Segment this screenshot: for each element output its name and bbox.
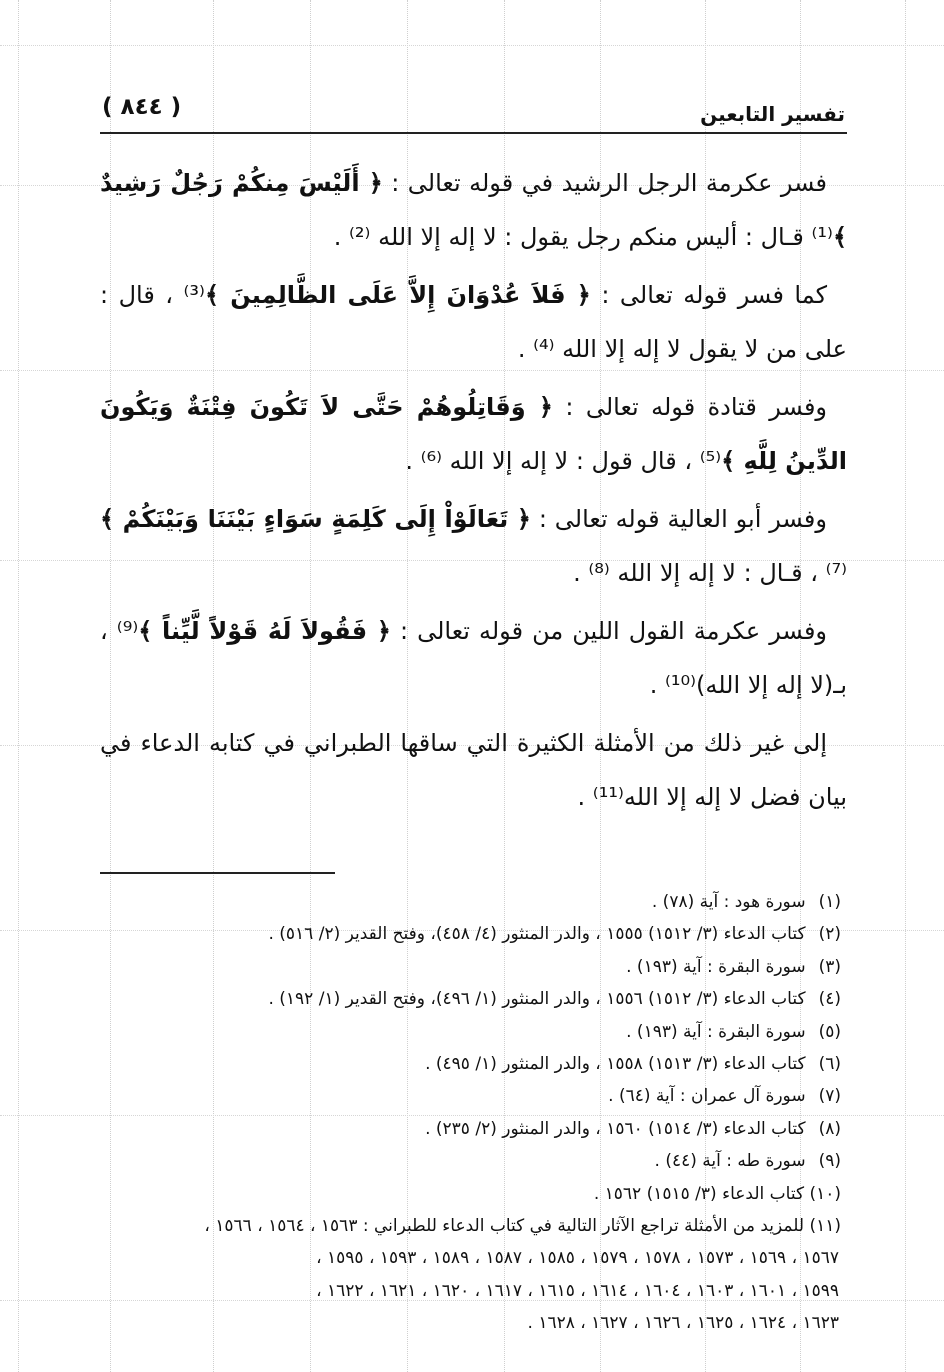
- quran-verse: ﴿ وَقَاتِلُوهُمْ حَتَّى لاَ تَكُونَ فِتْنَةٌ وَيَكُونَ الدِّينُ لِلَّهِ ﴾: [100, 393, 847, 475]
- footnote: (٨) كتاب الدعاء (٣/ ١٥١٤) ١٥٦٠ ، والدر المنثور (٢/ ٢٣٥) .: [425, 1118, 841, 1139]
- footnote-divider: [100, 872, 335, 874]
- footnote: (١٠) كتاب الدعاء (٣/ ١٥١٥) ١٥٦٢ .: [593, 1183, 841, 1204]
- footnote: (١١) للمزيد من الأمثلة تراجع الآثار التالية في كتاب الدعاء للطبراني : ١٥٦٣ ، ١٥٦٤ ، ١٥٦٦ ،: [204, 1216, 841, 1237]
- paragraph: فسر عكرمة الرجل الرشيد في قوله تعالى : ﴿ أَلَيْسَ مِنكُمْ رَجُلٌ رَشِيدٌ ﴾⁽¹⁾ قـال : أليس منكم رجل يقول : لا إله إلا الله ⁽²⁾ .: [100, 169, 847, 251]
- footnote: (٤) كتاب الدعاء (٣/ ١٥١٢) ١٥٥٦ ، والدر المنثور (١/ ٤٩٦)، وفتح القدير (١/ ١٩٢) .: [268, 989, 841, 1010]
- page-header: [100, 88, 847, 134]
- quran-verse: ﴿ تَعَالَوْاْ إِلَى كَلِمَةٍ سَوَاءٍ بَيْنَنَا وَبَيْنَكُمْ ﴾: [100, 505, 531, 533]
- footnote-continuation: ١٥٩٩ ، ١٦٠١ ، ١٦٠٣ ، ١٦٠٤ ، ١٦١٤ ، ١٦١٥ ، ١٦١٧ ، ١٦٢٠ ، ١٦٢١ ، ١٦٢٢ ،: [316, 1280, 839, 1301]
- running-title: تفسير التابعين: [700, 102, 845, 126]
- paragraph: وفسر أبو العالية قوله تعالى : ﴿ تَعَالَوْاْ إِلَى كَلِمَةٍ سَوَاءٍ بَيْنَنَا وَبَيْنَكُمْ ﴾⁽⁷⁾ ، قـال : لا إله إلا الله ⁽⁸⁾ .: [100, 505, 847, 587]
- paragraph: كما فسر قوله تعالى : ﴿ فَلاَ عُدْوَانَ إِلاَّ عَلَى الظَّالِمِينَ ﴾⁽³⁾ ، قال : على من لا يقول لا إله إلا الله ⁽⁴⁾ .: [100, 281, 847, 363]
- footnote: (٩) سورة طه : آية (٤٤) .: [654, 1151, 841, 1172]
- quran-verse: ﴿ فَلاَ عُدْوَانَ إِلاَّ عَلَى الظَّالِمِينَ ﴾: [204, 281, 591, 309]
- main-text: [100, 156, 847, 824]
- paragraph: وفسر عكرمة القول اللين من قوله تعالى : ﴿ فَقُولاَ لَهُ قَوْلاً لَّيِّناً ﴾⁽⁹⁾ ، بـ(لا إله إلا الله)⁽¹⁰⁾ .: [100, 617, 847, 699]
- book-page: [100, 88, 847, 1340]
- paragraph: إلى غير ذلك من الأمثلة الكثيرة التي ساقها الطبراني في كتابه الدعاء في بيان فضل لا إله إلا الله⁽¹¹⁾ .: [100, 729, 847, 811]
- footnote: (٥) سورة البقرة : آية (١٩٣) .: [626, 1021, 841, 1042]
- footnote-continuation: ١٥٦٧ ، ١٥٦٩ ، ١٥٧٣ ، ١٥٧٨ ، ١٥٧٩ ، ١٥٨٥ ، ١٥٨٧ ، ١٥٨٩ ، ١٥٩٣ ، ١٥٩٥ ،: [316, 1248, 839, 1269]
- quran-verse: ﴿ أَلَيْسَ مِنكُمْ رَجُلٌ رَشِيدٌ ﴾: [100, 169, 847, 251]
- footnote: (٣) سورة البقرة : آية (١٩٣) .: [626, 956, 841, 977]
- paragraph: وفسر قتادة قوله تعالى : ﴿ وَقَاتِلُوهُمْ حَتَّى لاَ تَكُونَ فِتْنَةٌ وَيَكُونَ الدِّينُ لِلَّهِ ﴾⁽⁵⁾ ، قال قول : لا إله إلا الله ⁽⁶⁾ .: [100, 393, 847, 475]
- footnote-continuation: ١٦٢٣ ، ١٦٢٤ ، ١٦٢٥ ، ١٦٢٦ ، ١٦٢٧ ، ١٦٢٨ .: [527, 1313, 839, 1334]
- footnote: (٢) كتاب الدعاء (٣/ ١٥١٢) ١٥٥٥ ، والدر المنثور (٤/ ٤٥٨)، وفتح القدير (٢/ ٥١٦) .: [268, 924, 841, 945]
- footnote: (٧) سورة آل عمران : آية (٦٤) .: [608, 1086, 841, 1107]
- footnotes: [100, 886, 847, 1340]
- footnote: (٦) كتاب الدعاء (٣/ ١٥١٣) ١٥٥٨ ، والدر المنثور (١/ ٤٩٥) .: [425, 1054, 841, 1075]
- page-number: ( ٨٤٤ ): [102, 94, 182, 120]
- footnote: (١) سورة هود : آية (٧٨) .: [651, 892, 841, 912]
- quran-verse: ﴿ فَقُولاَ لَهُ قَوْلاً لَّيِّناً ﴾: [138, 617, 391, 645]
